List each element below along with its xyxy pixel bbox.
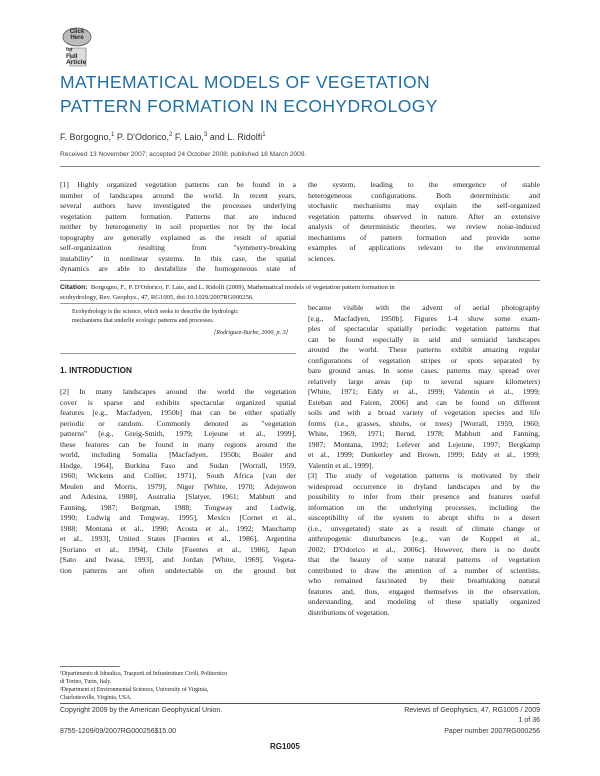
author: P. D'Odorico,	[114, 132, 169, 142]
body-line: understanding, and modeling of these spatially organized	[308, 597, 540, 606]
title-line: MATHEMATICAL MODELS OF VEGETATION	[60, 72, 431, 92]
body-line: distributions of vegetation.	[308, 607, 390, 617]
citation	[60, 283, 530, 303]
abstract-line: vegetation patterns observed in nature. After an extensive	[308, 211, 540, 221]
author-list	[60, 132, 266, 142]
affiliation-mark: 1	[262, 132, 266, 138]
body-line: White, 1969, 1971; Bernd, 1978; Mabbutt and Fanning,	[308, 429, 540, 438]
abstract-line: dynamics are able to destabilize the homogeneous state of	[60, 264, 296, 273]
abstract-line: several authors have investigated the processes underlying	[60, 201, 296, 210]
body-line: periodic or random. Commonly denoted as "vegetation	[60, 418, 296, 428]
abstract-line: heterogeneous configurations. Both deterministic and	[308, 190, 540, 200]
divider	[60, 353, 296, 354]
body-right	[308, 303, 540, 618]
body-line: ples of spectacular spatially periodic vegetation patterns that	[308, 324, 540, 333]
body-line: anthropogenic disturbances [e.g., van de Koppel et al.,	[308, 534, 540, 543]
citation-text: Borgogno, F., P. D'Odorico, F. Laio, and L. Ridolfi (2009), Mathematical models of vegetation pattern formation in	[90, 284, 395, 291]
body-line: Fanning, 1987; Bergman, 1988; Tongway and Ludwig,	[60, 502, 296, 512]
footnote-line: di Torino, Turin, Italy.	[60, 679, 112, 685]
body-line: who remained fascinated by their breathtaking natural	[308, 576, 540, 585]
click-here-logo[interactable]	[60, 26, 96, 68]
footer-rule	[60, 703, 540, 704]
body-line: et al., 1993], United States [Fuentes et al., 1986], Argentina	[60, 534, 296, 543]
logo-text: Here	[70, 35, 84, 41]
body-line: configurations of vegetation stripes or spots separated by	[308, 355, 540, 365]
affiliation-mark: 1	[111, 132, 115, 138]
author: and L. Ridolfi	[207, 132, 263, 142]
divider	[60, 303, 296, 304]
body-line: world, including Somalia [Macfadyen, 1950b; Boaler and	[60, 450, 296, 459]
body-line: (i.e., unvegetated) state as a result of climate change or	[308, 523, 540, 533]
epigraph-text: mechanisms that underlie ecologic patterns and processes.	[72, 318, 214, 324]
citation-text: ecohydrology, Rev. Geophys., 47, RG1005, doi:10.1029/2007RG000256.	[60, 294, 254, 301]
journal-info: Reviews of Geophysics, 47, RG1005 / 2009	[404, 707, 540, 714]
body-line: can be found especially in arid and semiarid landscapes	[308, 334, 540, 344]
article-code: RG1005	[270, 742, 300, 751]
logo-text: for	[66, 47, 73, 53]
body-line: 1987; Montana, 1992; Lefever and Lejeune, 1997; Bergkamp	[308, 439, 540, 449]
page-number: 1 of 36	[518, 717, 540, 724]
body-line: possibility to infer from their presence and features useful	[308, 492, 540, 501]
copyright: Copyright 2009 by the American Geophysical Union.	[60, 707, 223, 714]
affiliation-mark: 2	[168, 132, 173, 138]
divider	[60, 166, 540, 167]
paper-title	[60, 70, 540, 118]
footnote-line: ¹Dipartimento di Idraulica, Trasporti ed Infrastrutture Civili, Politecnico	[60, 671, 228, 677]
abstract-right	[308, 180, 540, 264]
body-line: [White, 1971; Eddy et al., 1999; Valentin et al., 1999;	[308, 387, 540, 396]
body-line: 1988; Montana et al., 1990; Acosta et al., 1992; Mauchamp	[60, 523, 296, 533]
abstract-line: the system, leading to the emergence of stable	[308, 180, 540, 189]
body-line: soils and with a broad variety of vegetation species and life	[308, 408, 540, 417]
abstract-line: sciences.	[308, 253, 336, 263]
body-line: 1990; Ludwig and Tongway, 1995], Mexico [Cornet et al.,	[60, 513, 296, 522]
body-line: 1960; Wickens and Collier, 1971], South Africa [van der	[60, 471, 296, 480]
section-heading: 1. INTRODUCTION	[60, 366, 132, 375]
paper-number: Paper number 2007RG000256	[444, 728, 540, 735]
body-line: around the world. These patterns exhibit amazing regular	[308, 345, 540, 354]
body-line: susceptibility of the system to abrupt shifts to a desert	[308, 513, 540, 522]
footnote-line: ²Department of Environmental Sciences, University of Virginia,	[60, 687, 209, 693]
body-line: [Soriano et al., 1994], Chile [Fuentes et al., 1986], Japan	[60, 544, 296, 554]
footnote-rule	[60, 666, 120, 667]
body-line: features and, thus, engaged themselves in the observation,	[308, 586, 540, 596]
body-line: and Adesina, 1988], Australia [Slatyer, 1961; Mabbutt and	[60, 492, 296, 501]
body-line: these features can be found in many regions around the	[60, 439, 296, 449]
footnotes	[60, 670, 227, 702]
affiliation-mark: 3	[203, 132, 208, 138]
abstract-line: analysis of deterministic theories, we review noise-induced	[308, 222, 540, 231]
body-line: Valentin et al., 1999].	[308, 460, 374, 470]
author: F. Borgogno,	[60, 132, 112, 142]
body-line: [e.g., Macfadyen, 1950b]. Figures 1-4 show some exam-	[308, 313, 540, 323]
body-line: et al., 1999; Dunkerley and Brown, 1999; Eddy et al., 1999;	[308, 450, 540, 459]
issn: 8755-1209/09/2007RG000256$15.00	[60, 728, 176, 735]
body-line: bare ground areas. In some cases, patterns may spread over	[308, 366, 540, 375]
abstract-line: examples of applications relevant to the environmental	[308, 243, 540, 252]
epigraph-text: Ecohydrology is the science, which seeks to describe the hydrologic	[72, 309, 239, 315]
abstract-line: topography are generally explained as the result of spatial	[60, 232, 296, 242]
body-line: tion patterns are often undetectable on the ground but	[60, 565, 296, 575]
body-left	[60, 387, 296, 576]
body-line: became visible with the advent of aerial photography	[308, 303, 540, 312]
body-line: information on the underlying processes, including the	[308, 502, 540, 512]
body-line: features [e.g., Macfadyen, 1950b] that can be either spatially	[60, 408, 296, 417]
footnote-line: Charlottesville, Virginia, USA.	[60, 695, 132, 701]
citation-label: Citation:	[60, 284, 88, 291]
body-line: patterns" [e.g., Greig-Smith, 1979; Lejeune et al., 1999],	[60, 429, 296, 438]
body-line: Meulen and Morris, 1979], Niger [White, 1970; Adejuwon	[60, 481, 296, 491]
logo-text: Click	[69, 29, 85, 35]
body-line: contributed to draw the attention of a number of scientists,	[308, 565, 540, 575]
epigraph-source: [Rodriguez-Iturbe, 2000, p. 3]	[213, 330, 288, 336]
received-dates: Received 13 November 2007; accepted 24 October 2008; published 18 March 2009.	[60, 151, 307, 158]
body-line: that the beauty of some natural patterns of vegetation	[308, 555, 540, 564]
abstract-line: self-organization resulting from "symmetry-breaking	[60, 243, 296, 252]
body-line: [2] In many landscapes around the world the vegetation	[60, 387, 296, 396]
body-line: [3] The study of vegetation patterns is motivated by their	[308, 471, 540, 480]
body-line: forms (i.e., grasses, shrubs, or trees) [Worrall, 1959, 1960;	[308, 418, 540, 428]
abstract-line: stochastic mechanisms may explain the self-organized	[308, 201, 540, 210]
abstract-line: vegetation pattern formation. Patterns that are induced	[60, 211, 296, 221]
logo-text: Article	[66, 59, 87, 66]
abstract-line: [1] Highly organized vegetation patterns can be found in a	[60, 180, 296, 189]
body-line: 2002; D'Odorico et al., 2006c]. However, there is no doubt	[308, 544, 540, 554]
title-line: PATTERN FORMATION IN ECOHYDROLOGY	[60, 96, 438, 116]
body-line: cover is sparse and exhibits spectacular organized spatial	[60, 397, 296, 407]
abstract-line: number of landscapes around the world. In recent years,	[60, 190, 296, 200]
body-line: widespread occurrence in dryland landscapes and by the	[308, 481, 540, 491]
body-line: Esteban and Fairen, 2006] and can be found on different	[308, 397, 540, 407]
body-line: [Sato and Iwasa, 1993], and Jordan [White, 1969]. Vegeta-	[60, 555, 296, 564]
divider	[60, 280, 540, 281]
epigraph-block	[60, 303, 296, 359]
body-line: relatively large areas (up to several square kilometers)	[308, 376, 540, 386]
abstract-line: mechanisms of pattern formation and provide some	[308, 232, 540, 242]
author: F. Laio,	[172, 132, 204, 142]
body-line: Hodge, 1964], Burkina Faso and Sudan [Worrall, 1959,	[60, 460, 296, 470]
abstract-line: instability" in nonlinear systems. In this case, the spatial	[60, 253, 296, 263]
logo-text: Full	[66, 52, 78, 60]
abstract-line: neither by heterogeneity in soil properties nor by the local	[60, 222, 296, 231]
abstract-left	[60, 180, 296, 275]
